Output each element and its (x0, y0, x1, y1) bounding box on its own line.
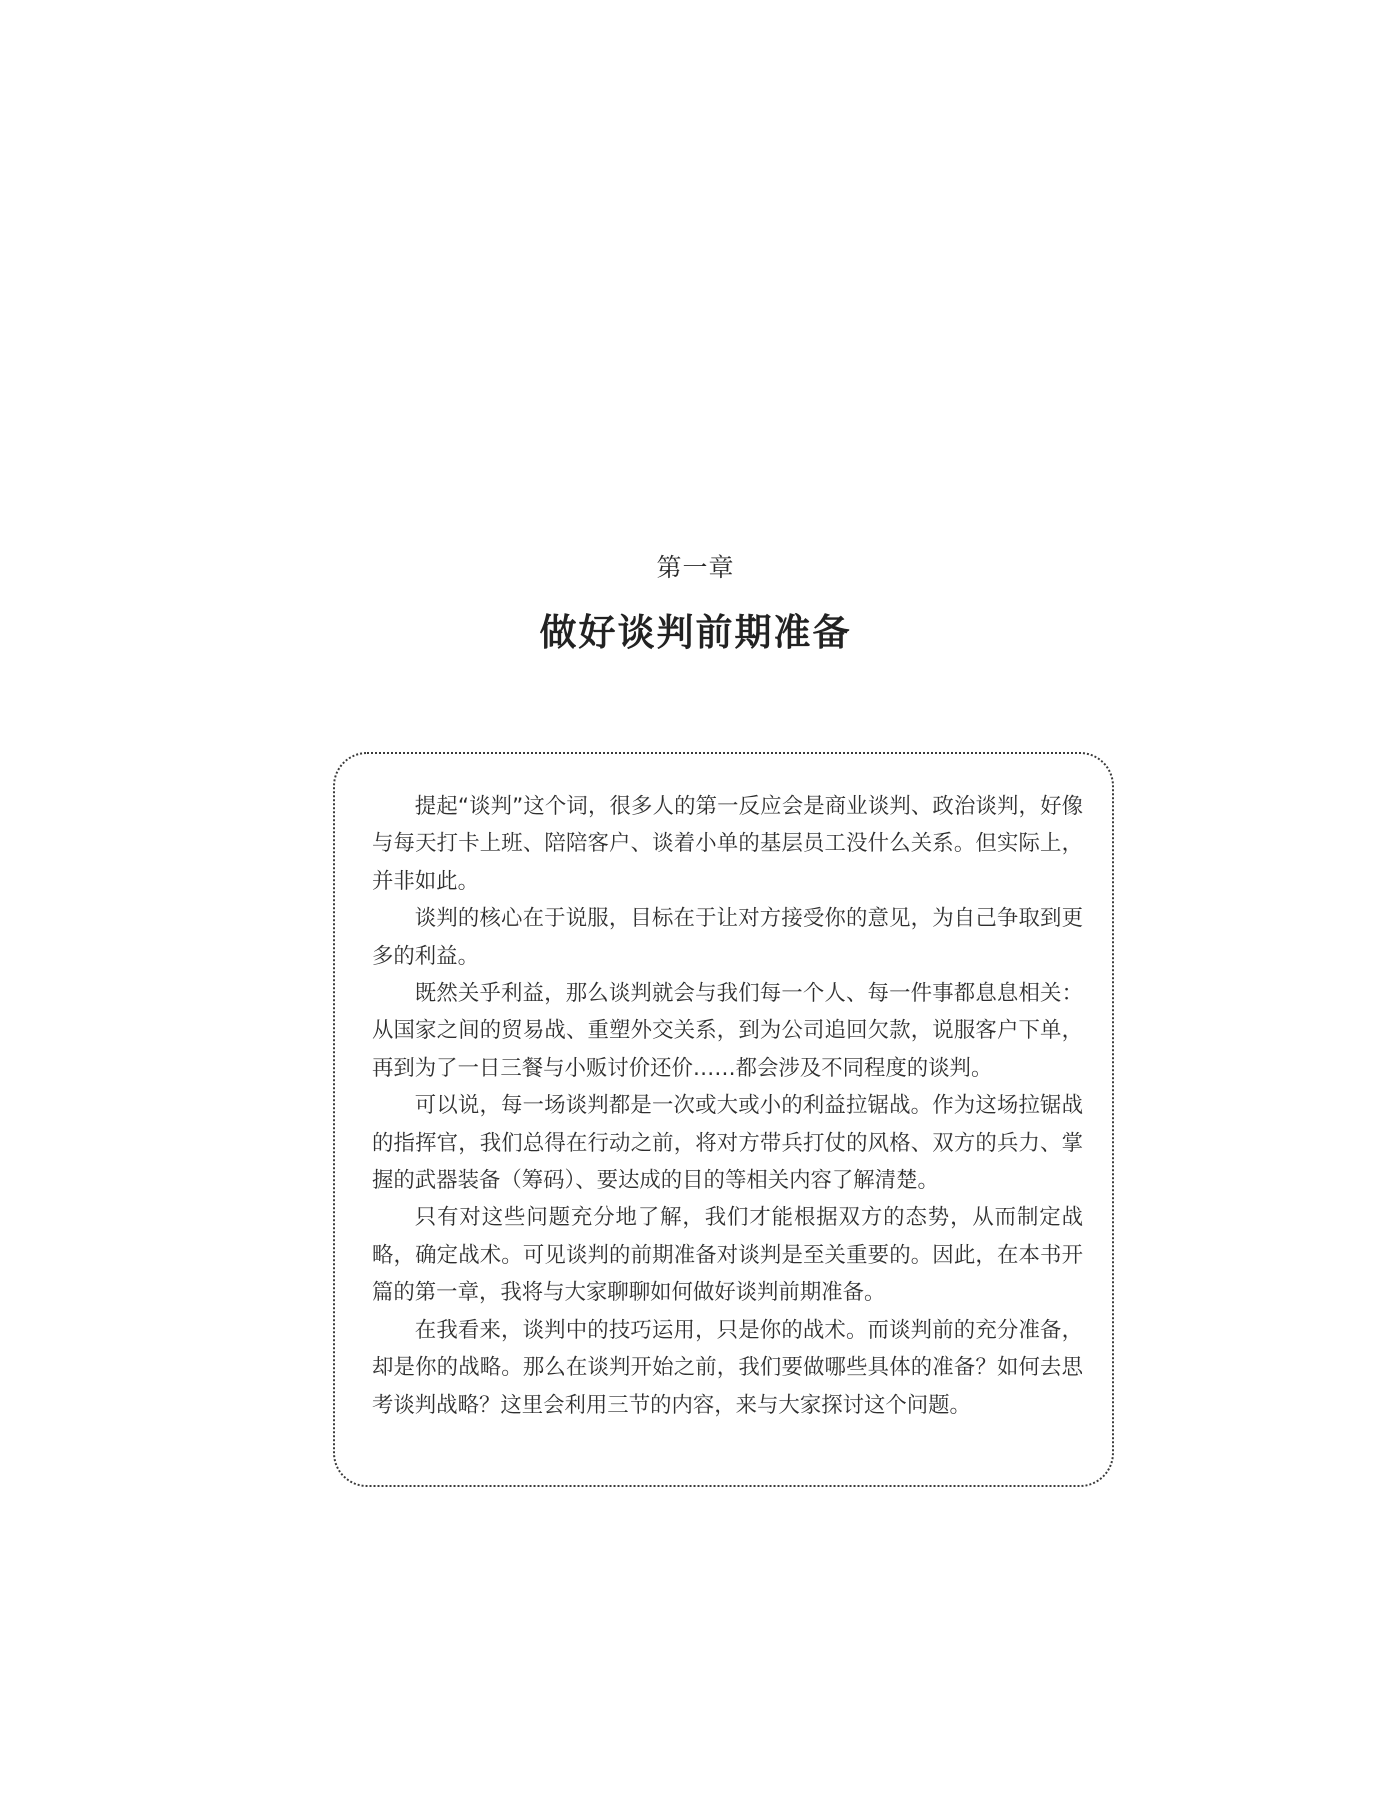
intro-paragraph: 提起“谈判”这个词，很多人的第一反应会是商业谈判、政治谈判，好像与每天打卡上班、陪陪客户、谈着小单的基层员工没什么关系。但实际上，并非如此。 (372, 794, 1083, 894)
chapter-intro-box (333, 752, 1114, 1487)
chapter-number: 第一章 (656, 553, 735, 582)
intro-paragraph: 谈判的核心在于说服，目标在于让对方接受你的意见，为自己争取到更多的利益。 (372, 906, 1083, 969)
chapter-title: 做好谈判前期准备 (539, 611, 852, 654)
intro-paragraph: 可以说，每一场谈判都是一次或大或小的利益拉锯战。作为这场拉锯战的指挥官，我们总得在行动之前，将对方带兵打仗的风格、双方的兵力、掌握的武器装备（筹码）、要达成的目的等相关内容了解清楚。 (372, 1093, 1083, 1194)
intro-paragraph: 只有对这些问题充分地了解，我们才能根据双方的态势，从而制定战略，确定战术。可见谈判的前期准备对谈判是至关重要的。因此，在本书开篇的第一章，我将与大家聊聊如何做好谈判前期准备。 (372, 1205, 1083, 1306)
intro-paragraph: 既然关乎利益，那么谈判就会与我们每一个人、每一件事都息息相关：从国家之间的贸易战、重塑外交关系，到为公司追回欠款，说服客户下单，再到为了一日三餐与小贩讨价还价……都会涉及不同程度的谈判。 (372, 981, 1083, 1081)
chapter-intro-text (372, 788, 1083, 1424)
intro-paragraph: 在我看来，谈判中的技巧运用，只是你的战术。而谈判前的充分准备，却是你的战略。那么在谈判开始之前，我们要做哪些具体的准备？如何去思考谈判战略？这里会利用三节的内容，来与大家探讨这个问题。 (372, 1317, 1083, 1418)
